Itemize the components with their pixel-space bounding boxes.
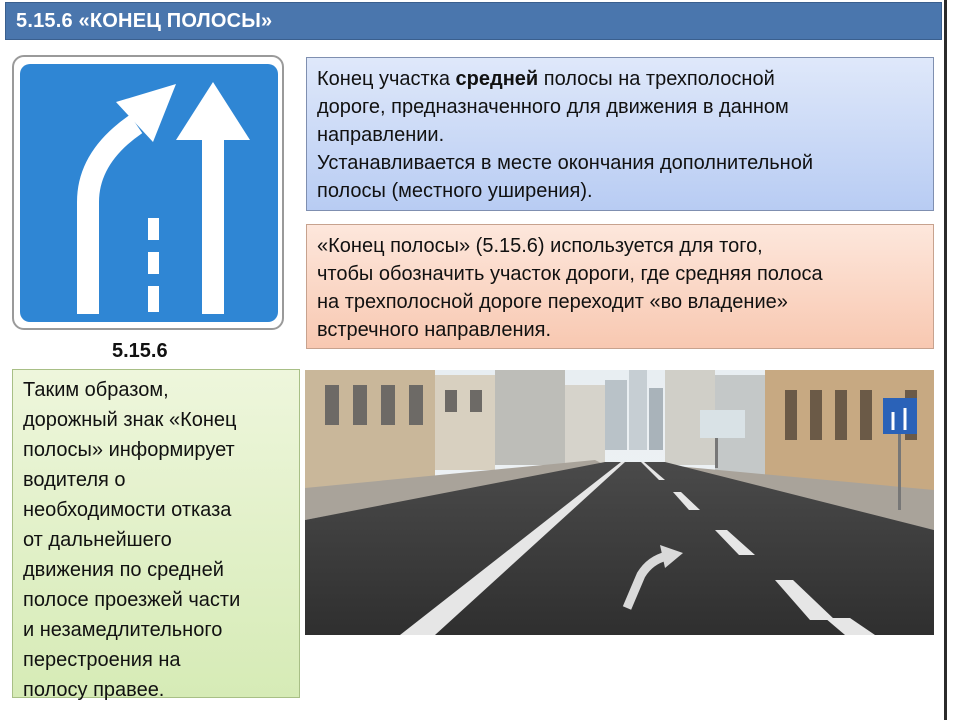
- definition-line-2: дороге, предназначенного для движения в данном: [317, 96, 789, 118]
- conclusion-line: Таким образом,: [23, 379, 169, 401]
- slide-right-border: [944, 0, 947, 720]
- conclusion-line: от дальнейшего: [23, 529, 172, 551]
- lane-end-sign-icon: [18, 62, 280, 324]
- street-scene-image: [305, 370, 934, 635]
- definition-line-3: направлении.: [317, 124, 445, 146]
- conclusion-box: [12, 369, 300, 701]
- conclusion-line: и незамедлительного: [23, 619, 223, 641]
- conclusion-line: полосе проезжей части: [23, 589, 241, 611]
- street-scene-illustration: [305, 370, 934, 635]
- conclusion-line: полосу правее.: [23, 679, 165, 701]
- definition-text: полосы на трехполосной: [538, 68, 775, 90]
- sign-caption: 5.15.6: [112, 340, 168, 362]
- conclusion-line: перестроения на: [23, 649, 181, 671]
- conclusion-line: дорожный знак «Конец: [23, 409, 237, 431]
- sign-frame: [12, 55, 284, 330]
- usage-line: встречного направления.: [317, 319, 552, 341]
- slide-title: 5.15.6 «КОНЕЦ ПОЛОСЫ»: [16, 10, 273, 32]
- conclusion-line: движения по средней: [23, 559, 224, 581]
- usage-line: «Конец полосы» (5.15.6) используется для того,: [317, 235, 763, 257]
- definition-line-4: Устанавливается в месте окончания дополнительной: [317, 152, 814, 174]
- conclusion-line: водителя о: [23, 469, 126, 491]
- usage-box: [306, 224, 934, 349]
- usage-line: на трехполосной дороге переходит «во владение»: [317, 291, 788, 313]
- definition-line-5: полосы (местного уширения).: [317, 180, 593, 202]
- usage-line: чтобы обозначить участок дороги, где средняя полоса: [317, 263, 823, 285]
- definition-box: [306, 57, 934, 211]
- definition-line-1: [317, 65, 923, 93]
- conclusion-line: необходимости отказа: [23, 499, 232, 521]
- definition-bold-word: средней: [455, 68, 539, 90]
- conclusion-line: полосы» информирует: [23, 439, 235, 461]
- definition-text: Конец участка: [317, 68, 456, 90]
- title-bar: [5, 2, 942, 40]
